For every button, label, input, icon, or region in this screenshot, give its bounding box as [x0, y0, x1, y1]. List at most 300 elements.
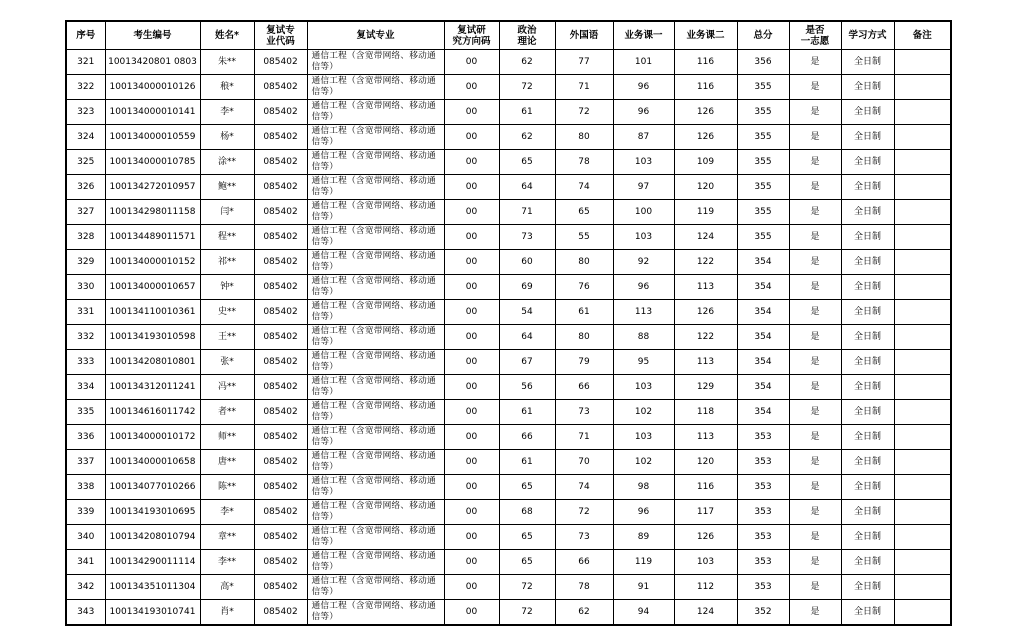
major-cell: 通信工程（含宽带网络、移动通信等）: [307, 450, 444, 475]
major-code-cell: 085402: [254, 550, 307, 575]
exam-id-cell: 10013420801 0803: [105, 50, 200, 75]
politics-cell: 65: [499, 475, 555, 500]
foreign-language-cell: 61: [555, 300, 613, 325]
course-2-cell: 113: [674, 425, 737, 450]
study-mode-cell: 全日制: [841, 275, 894, 300]
course-1-cell: 101: [613, 50, 674, 75]
course-2-cell: 126: [674, 100, 737, 125]
politics-cell: 61: [499, 400, 555, 425]
table-row: [66, 375, 951, 400]
table-row: [66, 600, 951, 626]
remarks-cell: [894, 325, 951, 350]
study-mode-cell: 全日制: [841, 150, 894, 175]
direction-code-cell: 00: [444, 75, 499, 100]
politics-cell: 60: [499, 250, 555, 275]
remarks-cell: [894, 350, 951, 375]
first-choice-cell: 是: [789, 500, 841, 525]
name-cell: 程**: [200, 225, 254, 250]
major-cell: 通信工程（含宽带网络、移动通信等）: [307, 525, 444, 550]
exam-id-cell: 100134000010658: [105, 450, 200, 475]
direction-code-cell: 00: [444, 375, 499, 400]
direction-code-cell: 00: [444, 550, 499, 575]
course-2-cell: 122: [674, 325, 737, 350]
exam-id-cell: 100134000010152: [105, 250, 200, 275]
course-2-cell: 122: [674, 250, 737, 275]
foreign-language-cell: 66: [555, 375, 613, 400]
remarks-cell: [894, 400, 951, 425]
foreign-language-cell: 62: [555, 600, 613, 626]
foreign-language-cell: 77: [555, 50, 613, 75]
remarks-cell: [894, 575, 951, 600]
course-1-cell: 98: [613, 475, 674, 500]
course-2-cell: 126: [674, 300, 737, 325]
serial-cell: 343: [66, 600, 105, 626]
foreign-language-cell: 55: [555, 225, 613, 250]
major-code-cell: 085402: [254, 375, 307, 400]
foreign-language-cell: 73: [555, 400, 613, 425]
politics-cell: 61: [499, 450, 555, 475]
exam-id-cell: 100134208010794: [105, 525, 200, 550]
table-row: [66, 300, 951, 325]
name-cell: 钟*: [200, 275, 254, 300]
col-major-header: 复试专业: [307, 21, 444, 50]
foreign-language-cell: 72: [555, 500, 613, 525]
first-choice-cell: 是: [789, 50, 841, 75]
major-cell: 通信工程（含宽带网络、移动通信等）: [307, 425, 444, 450]
course-2-cell: 129: [674, 375, 737, 400]
admission-score-sheet: [65, 20, 950, 626]
study-mode-cell: 全日制: [841, 175, 894, 200]
course-1-cell: 100: [613, 200, 674, 225]
table-row: [66, 225, 951, 250]
politics-cell: 64: [499, 175, 555, 200]
major-code-cell: 085402: [254, 400, 307, 425]
course-1-cell: 102: [613, 400, 674, 425]
foreign-language-cell: 65: [555, 200, 613, 225]
course-1-cell: 96: [613, 275, 674, 300]
foreign-language-cell: 74: [555, 175, 613, 200]
col-total-header: 总分: [737, 21, 789, 50]
study-mode-cell: 全日制: [841, 450, 894, 475]
first-choice-cell: 是: [789, 100, 841, 125]
politics-cell: 67: [499, 350, 555, 375]
remarks-cell: [894, 250, 951, 275]
major-cell: 通信工程（含宽带网络、移动通信等）: [307, 550, 444, 575]
name-cell: 高*: [200, 575, 254, 600]
course-1-cell: 102: [613, 450, 674, 475]
col-study-mode-header: 学习方式: [841, 21, 894, 50]
header-row: [66, 21, 951, 50]
direction-code-cell: 00: [444, 100, 499, 125]
total-cell: 353: [737, 525, 789, 550]
col-exam-id-header: 考生编号: [105, 21, 200, 50]
course-2-cell: 120: [674, 450, 737, 475]
name-cell: 朱**: [200, 50, 254, 75]
first-choice-cell: 是: [789, 175, 841, 200]
foreign-language-cell: 73: [555, 525, 613, 550]
major-code-cell: 085402: [254, 100, 307, 125]
serial-cell: 341: [66, 550, 105, 575]
first-choice-cell: 是: [789, 200, 841, 225]
col-direction-code-header: 复试研 究方向码: [444, 21, 499, 50]
course-2-cell: 113: [674, 275, 737, 300]
total-cell: 355: [737, 200, 789, 225]
first-choice-cell: 是: [789, 225, 841, 250]
col-serial-header: 序号: [66, 21, 105, 50]
total-cell: 354: [737, 375, 789, 400]
name-cell: 张*: [200, 350, 254, 375]
name-cell: 李**: [200, 550, 254, 575]
first-choice-cell: 是: [789, 300, 841, 325]
col-name-header: 姓名*: [200, 21, 254, 50]
course-2-cell: 117: [674, 500, 737, 525]
politics-cell: 61: [499, 100, 555, 125]
table-header: [66, 21, 951, 50]
study-mode-cell: 全日制: [841, 375, 894, 400]
study-mode-cell: 全日制: [841, 475, 894, 500]
serial-cell: 326: [66, 175, 105, 200]
table-row: [66, 550, 951, 575]
major-cell: 通信工程（含宽带网络、移动通信等）: [307, 350, 444, 375]
first-choice-cell: 是: [789, 475, 841, 500]
remarks-cell: [894, 550, 951, 575]
first-choice-cell: 是: [789, 275, 841, 300]
col-major-code-header: 复试专 业代码: [254, 21, 307, 50]
table-row: [66, 50, 951, 75]
foreign-language-cell: 80: [555, 325, 613, 350]
col-first-choice-header: 是否 一志愿: [789, 21, 841, 50]
major-cell: 通信工程（含宽带网络、移动通信等）: [307, 150, 444, 175]
foreign-language-cell: 78: [555, 150, 613, 175]
course-1-cell: 92: [613, 250, 674, 275]
name-cell: 祁**: [200, 250, 254, 275]
course-1-cell: 113: [613, 300, 674, 325]
foreign-language-cell: 70: [555, 450, 613, 475]
name-cell: 者**: [200, 400, 254, 425]
major-cell: 通信工程（含宽带网络、移动通信等）: [307, 100, 444, 125]
major-cell: 通信工程（含宽带网络、移动通信等）: [307, 50, 444, 75]
remarks-cell: [894, 200, 951, 225]
name-cell: 王**: [200, 325, 254, 350]
total-cell: 353: [737, 500, 789, 525]
study-mode-cell: 全日制: [841, 75, 894, 100]
major-cell: 通信工程（含宽带网络、移动通信等）: [307, 275, 444, 300]
course-2-cell: 112: [674, 575, 737, 600]
course-1-cell: 96: [613, 500, 674, 525]
direction-code-cell: 00: [444, 275, 499, 300]
politics-cell: 72: [499, 600, 555, 626]
direction-code-cell: 00: [444, 475, 499, 500]
remarks-cell: [894, 450, 951, 475]
course-2-cell: 113: [674, 350, 737, 375]
major-cell: 通信工程（含宽带网络、移动通信等）: [307, 300, 444, 325]
study-mode-cell: 全日制: [841, 425, 894, 450]
major-cell: 通信工程（含宽带网络、移动通信等）: [307, 500, 444, 525]
major-cell: 通信工程（含宽带网络、移动通信等）: [307, 375, 444, 400]
table-row: [66, 425, 951, 450]
study-mode-cell: 全日制: [841, 300, 894, 325]
course-1-cell: 96: [613, 75, 674, 100]
foreign-language-cell: 71: [555, 425, 613, 450]
major-cell: 通信工程（含宽带网络、移动通信等）: [307, 400, 444, 425]
total-cell: 353: [737, 450, 789, 475]
politics-cell: 65: [499, 150, 555, 175]
politics-cell: 68: [499, 500, 555, 525]
politics-cell: 62: [499, 50, 555, 75]
remarks-cell: [894, 125, 951, 150]
first-choice-cell: 是: [789, 450, 841, 475]
course-1-cell: 103: [613, 150, 674, 175]
remarks-cell: [894, 75, 951, 100]
first-choice-cell: 是: [789, 375, 841, 400]
direction-code-cell: 00: [444, 125, 499, 150]
serial-cell: 337: [66, 450, 105, 475]
major-code-cell: 085402: [254, 275, 307, 300]
direction-code-cell: 00: [444, 325, 499, 350]
course-2-cell: 124: [674, 225, 737, 250]
first-choice-cell: 是: [789, 325, 841, 350]
study-mode-cell: 全日制: [841, 350, 894, 375]
major-cell: 通信工程（含宽带网络、移动通信等）: [307, 325, 444, 350]
politics-cell: 65: [499, 525, 555, 550]
score-table: [65, 20, 952, 626]
politics-cell: 64: [499, 325, 555, 350]
major-code-cell: 085402: [254, 475, 307, 500]
course-1-cell: 95: [613, 350, 674, 375]
course-2-cell: 103: [674, 550, 737, 575]
table-row: [66, 400, 951, 425]
major-cell: 通信工程（含宽带网络、移动通信等）: [307, 250, 444, 275]
direction-code-cell: 00: [444, 200, 499, 225]
first-choice-cell: 是: [789, 250, 841, 275]
major-code-cell: 085402: [254, 525, 307, 550]
table-row: [66, 100, 951, 125]
first-choice-cell: 是: [789, 125, 841, 150]
col-politics-header: 政治 理论: [499, 21, 555, 50]
exam-id-cell: 100134272010957: [105, 175, 200, 200]
course-2-cell: 116: [674, 75, 737, 100]
table-row: [66, 525, 951, 550]
exam-id-cell: 100134110010361: [105, 300, 200, 325]
remarks-cell: [894, 500, 951, 525]
serial-cell: 342: [66, 575, 105, 600]
table-row: [66, 275, 951, 300]
study-mode-cell: 全日制: [841, 225, 894, 250]
serial-cell: 330: [66, 275, 105, 300]
total-cell: 355: [737, 150, 789, 175]
course-2-cell: 116: [674, 475, 737, 500]
major-code-cell: 085402: [254, 325, 307, 350]
total-cell: 353: [737, 475, 789, 500]
foreign-language-cell: 80: [555, 250, 613, 275]
exam-id-cell: 100134000010559: [105, 125, 200, 150]
major-cell: 通信工程（含宽带网络、移动通信等）: [307, 225, 444, 250]
remarks-cell: [894, 300, 951, 325]
major-code-cell: 085402: [254, 50, 307, 75]
remarks-cell: [894, 525, 951, 550]
first-choice-cell: 是: [789, 75, 841, 100]
major-code-cell: 085402: [254, 175, 307, 200]
major-cell: 通信工程（含宽带网络、移动通信等）: [307, 125, 444, 150]
direction-code-cell: 00: [444, 400, 499, 425]
table-row: [66, 325, 951, 350]
serial-cell: 323: [66, 100, 105, 125]
total-cell: 355: [737, 225, 789, 250]
major-cell: 通信工程（含宽带网络、移动通信等）: [307, 575, 444, 600]
remarks-cell: [894, 600, 951, 626]
name-cell: 李*: [200, 500, 254, 525]
total-cell: 355: [737, 125, 789, 150]
table-row: [66, 575, 951, 600]
name-cell: 章**: [200, 525, 254, 550]
total-cell: 354: [737, 275, 789, 300]
major-cell: 通信工程（含宽带网络、移动通信等）: [307, 600, 444, 626]
first-choice-cell: 是: [789, 400, 841, 425]
name-cell: 唐**: [200, 450, 254, 475]
study-mode-cell: 全日制: [841, 550, 894, 575]
serial-cell: 327: [66, 200, 105, 225]
politics-cell: 72: [499, 75, 555, 100]
serial-cell: 333: [66, 350, 105, 375]
serial-cell: 335: [66, 400, 105, 425]
serial-cell: 321: [66, 50, 105, 75]
total-cell: 354: [737, 325, 789, 350]
table-row: [66, 175, 951, 200]
remarks-cell: [894, 50, 951, 75]
first-choice-cell: 是: [789, 575, 841, 600]
total-cell: 353: [737, 550, 789, 575]
direction-code-cell: 00: [444, 50, 499, 75]
serial-cell: 329: [66, 250, 105, 275]
study-mode-cell: 全日制: [841, 575, 894, 600]
remarks-cell: [894, 475, 951, 500]
name-cell: 涂**: [200, 150, 254, 175]
major-cell: 通信工程（含宽带网络、移动通信等）: [307, 75, 444, 100]
major-cell: 通信工程（含宽带网络、移动通信等）: [307, 200, 444, 225]
exam-id-cell: 100134000010172: [105, 425, 200, 450]
course-1-cell: 88: [613, 325, 674, 350]
direction-code-cell: 00: [444, 575, 499, 600]
course-2-cell: 126: [674, 525, 737, 550]
direction-code-cell: 00: [444, 500, 499, 525]
exam-id-cell: 100134489011571: [105, 225, 200, 250]
serial-cell: 325: [66, 150, 105, 175]
total-cell: 354: [737, 250, 789, 275]
major-code-cell: 085402: [254, 200, 307, 225]
politics-cell: 56: [499, 375, 555, 400]
serial-cell: 334: [66, 375, 105, 400]
exam-id-cell: 100134077010266: [105, 475, 200, 500]
foreign-language-cell: 74: [555, 475, 613, 500]
first-choice-cell: 是: [789, 525, 841, 550]
name-cell: 肖*: [200, 600, 254, 626]
table-row: [66, 500, 951, 525]
exam-id-cell: 100134000010126: [105, 75, 200, 100]
name-cell: 冯**: [200, 375, 254, 400]
col-foreign-language-header: 外国语: [555, 21, 613, 50]
foreign-language-cell: 78: [555, 575, 613, 600]
politics-cell: 72: [499, 575, 555, 600]
course-1-cell: 97: [613, 175, 674, 200]
study-mode-cell: 全日制: [841, 600, 894, 626]
remarks-cell: [894, 225, 951, 250]
course-1-cell: 96: [613, 100, 674, 125]
exam-id-cell: 100134351011304: [105, 575, 200, 600]
total-cell: 355: [737, 175, 789, 200]
study-mode-cell: 全日制: [841, 125, 894, 150]
course-2-cell: 116: [674, 50, 737, 75]
direction-code-cell: 00: [444, 250, 499, 275]
remarks-cell: [894, 150, 951, 175]
serial-cell: 322: [66, 75, 105, 100]
name-cell: 闫*: [200, 200, 254, 225]
politics-cell: 54: [499, 300, 555, 325]
politics-cell: 62: [499, 125, 555, 150]
course-2-cell: 120: [674, 175, 737, 200]
study-mode-cell: 全日制: [841, 500, 894, 525]
study-mode-cell: 全日制: [841, 50, 894, 75]
foreign-language-cell: 76: [555, 275, 613, 300]
col-remarks-header: 备注: [894, 21, 951, 50]
major-cell: 通信工程（含宽带网络、移动通信等）: [307, 175, 444, 200]
course-1-cell: 89: [613, 525, 674, 550]
politics-cell: 73: [499, 225, 555, 250]
serial-cell: 336: [66, 425, 105, 450]
total-cell: 355: [737, 100, 789, 125]
exam-id-cell: 100134290011114: [105, 550, 200, 575]
course-2-cell: 119: [674, 200, 737, 225]
direction-code-cell: 00: [444, 175, 499, 200]
exam-id-cell: 100134193010598: [105, 325, 200, 350]
foreign-language-cell: 80: [555, 125, 613, 150]
study-mode-cell: 全日制: [841, 100, 894, 125]
course-1-cell: 103: [613, 425, 674, 450]
exam-id-cell: 100134000010785: [105, 150, 200, 175]
direction-code-cell: 00: [444, 300, 499, 325]
direction-code-cell: 00: [444, 425, 499, 450]
major-code-cell: 085402: [254, 250, 307, 275]
total-cell: 355: [737, 75, 789, 100]
remarks-cell: [894, 425, 951, 450]
foreign-language-cell: 71: [555, 75, 613, 100]
col-course-1-header: 业务课一: [613, 21, 674, 50]
name-cell: 稂*: [200, 75, 254, 100]
exam-id-cell: 100134616011742: [105, 400, 200, 425]
table-row: [66, 250, 951, 275]
total-cell: 354: [737, 300, 789, 325]
direction-code-cell: 00: [444, 600, 499, 626]
first-choice-cell: 是: [789, 600, 841, 626]
politics-cell: 65: [499, 550, 555, 575]
table-row: [66, 450, 951, 475]
table-row: [66, 125, 951, 150]
study-mode-cell: 全日制: [841, 325, 894, 350]
serial-cell: 339: [66, 500, 105, 525]
first-choice-cell: 是: [789, 150, 841, 175]
total-cell: 353: [737, 425, 789, 450]
course-1-cell: 94: [613, 600, 674, 626]
table-row: [66, 350, 951, 375]
table-row: [66, 75, 951, 100]
remarks-cell: [894, 175, 951, 200]
politics-cell: 71: [499, 200, 555, 225]
total-cell: 356: [737, 50, 789, 75]
major-code-cell: 085402: [254, 75, 307, 100]
total-cell: 354: [737, 350, 789, 375]
course-2-cell: 109: [674, 150, 737, 175]
major-cell: 通信工程（含宽带网络、移动通信等）: [307, 475, 444, 500]
first-choice-cell: 是: [789, 350, 841, 375]
